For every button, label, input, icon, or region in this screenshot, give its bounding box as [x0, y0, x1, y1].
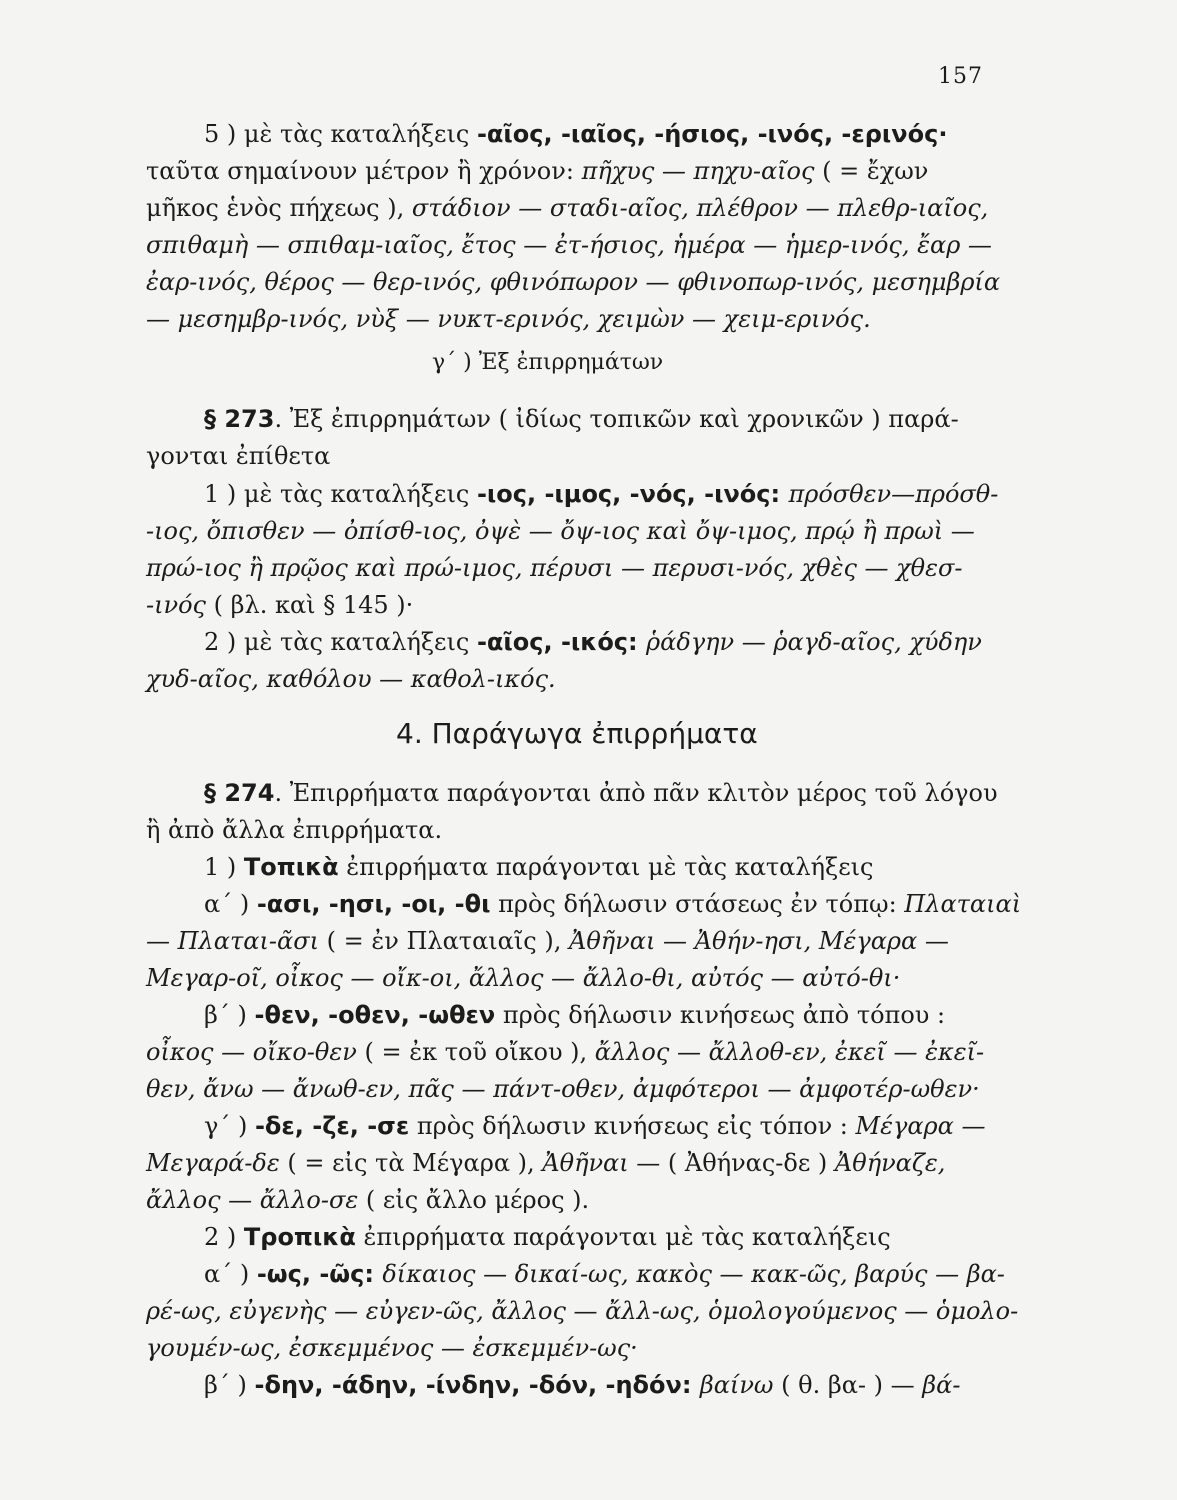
italic-example: πρώ-ιος ἢ πρῷος καὶ πρώ-ιμος, πέρυσι — περυσι-νός, χθὲς — χθεσ- — [146, 554, 963, 582]
body-text: β΄ ) — [204, 1001, 255, 1029]
suffix-list: -ιος, -ιμος, -νός, -ινός: — [476, 480, 789, 508]
body-text: πρὸς δήλωσιν κινήσεως ἀπὸ τόπου : — [495, 1001, 946, 1029]
body-text: . Ἐξ ἐπιρρημάτων ( ἰδίως τοπικῶν καὶ χρονικῶν ) παρά- — [274, 405, 959, 433]
italic-example: Ἀθήναζε, — [834, 1149, 946, 1177]
body-text: ( βλ. καὶ § 145 )· — [206, 591, 414, 619]
section-heading-derived-adverbs: 4. Παράγωγα ἐπιρρήματα — [396, 717, 758, 750]
italic-example: — μεσημβρ-ινός, νὺξ — νυκτ-ερινός, χειμὼν — χειμ-ερινός. — [146, 305, 871, 333]
italic-example: ἐαρ-ινός, θέρος — θερ-ινός, φθινόπωρον — φθινοπωρ-ινός, μεσημβρία — [146, 268, 1001, 296]
body-text: ( = ἔχων — [814, 157, 929, 185]
text-line — [146, 267, 1000, 297]
italic-example: — Πλαται-ᾶσι — [146, 927, 319, 955]
body-text: ἐπιρρήματα παράγονται μὲ τὰς καταλήξεις — [355, 1223, 891, 1251]
italic-example: ἄλλος — ἄλλοθ-εν, ἐκεῖ — ἐκεῖ- — [594, 1038, 985, 1066]
text-line — [146, 664, 556, 694]
text-line — [146, 193, 988, 223]
text-line — [204, 889, 1021, 919]
italic-example: θεν, ἄνω — ἄνωθ-εν, πᾶς — πάντ-οθεν, ἀμφότεροι — ἀμφοτέρ-ωθεν· — [146, 1075, 980, 1103]
text-line — [204, 1259, 1005, 1289]
italic-example: Μέγαρα — — [855, 1112, 986, 1140]
text-line — [146, 1333, 638, 1363]
italic-example: βαίνω — [699, 1371, 774, 1399]
body-text: α΄ ) — [204, 890, 257, 918]
italic-example: -ιος, ὄπισθεν — ὀπίσθ-ιος, ὀψὲ — ὄψ-ιος καὶ ὄψ-ιμος, πρῴ ἢ πρωὶ — — [146, 517, 975, 545]
italic-example: Πλαταιαὶ — [904, 890, 1022, 918]
suffix-list: -ως, -ῶς: — [256, 1260, 383, 1288]
italic-example: οἶκος — οἴκο-θεν — [146, 1038, 357, 1066]
italic-example: γουμέν-ως, ἐσκεμμένος — ἐσκεμμέν-ως· — [146, 1334, 638, 1362]
body-text: ἐπιρρήματα παράγονται μὲ τὰς καταλήξεις — [338, 853, 874, 881]
italic-example: ῥάδγην — ῥαγδ-αῖος, χύδην — [646, 628, 982, 656]
body-text: ( θ. βα- ) — — [773, 1371, 923, 1399]
body-text: μῆκος ἑνὸς πήχεως ), — [146, 194, 412, 222]
paragraph-273-line — [204, 404, 959, 434]
text-line — [146, 815, 442, 845]
text-line — [146, 1296, 1018, 1326]
suffix-list: Τροπικὰ — [243, 1223, 356, 1251]
italic-example: βά- — [922, 1371, 961, 1399]
italic-example: Μεγαρά-δε — [146, 1149, 280, 1177]
page-number: 157 — [938, 64, 983, 89]
text-line — [146, 926, 949, 956]
body-text: α΄ ) — [204, 1260, 257, 1288]
text-line — [146, 230, 992, 260]
suffix-list: -αῖος, -ικός: — [476, 628, 646, 656]
suffix-list: -θεν, -οθεν, -ωθεν — [254, 1001, 496, 1029]
italic-example: Μεγαρ-οῖ, οἶκος — οἴκ-οι, ἄλλος — ἄλλο-θι, αὐτός — αὐτό-θι· — [146, 964, 901, 992]
body-text: πρὸς δήλωσιν στάσεως ἐν τόπῳ: — [490, 890, 905, 918]
body-text: ( = εἰς τὰ Μέγαρα ), — [279, 1149, 543, 1177]
italic-example: χυδ-αῖος, καθόλου — καθολ-ικός. — [146, 665, 556, 693]
body-text: ταῦτα σημαίνουν μέτρον ἢ χρόνον: — [146, 157, 582, 185]
text-line — [204, 627, 982, 657]
paragraph-number: § 274 — [204, 779, 275, 807]
body-text: γονται ἐπίθετα — [146, 442, 331, 470]
body-text: ( = ἐν Πλαταιαῖς ), — [318, 927, 569, 955]
italic-example: στάδιον — σταδι-αῖος, πλέθρον — πλεθρ-ιαῖος, — [411, 194, 989, 222]
text-line — [204, 119, 947, 149]
text-line — [146, 1185, 589, 1215]
suffix-list: Τοπικὰ — [243, 853, 339, 881]
italic-example: δίκαιος — δικαί-ως, κακὸς — κακ-ῶς, βαρύς — βα- — [382, 1260, 1005, 1288]
text-line — [146, 516, 975, 546]
text-line — [146, 553, 963, 583]
text-line — [146, 1148, 945, 1178]
text-line — [146, 304, 871, 334]
text-line — [204, 479, 998, 509]
italic-example: ρέ-ως, εὐγενὴς — εὐγεν-ῶς, ἄλλος — ἄλλ-ως, ὁμολογούμενος — ὁμολο- — [146, 1297, 1019, 1325]
text-line — [204, 852, 873, 882]
body-text: 5 ) μὲ τὰς καταλήξεις — [204, 120, 477, 148]
text-line — [204, 1111, 985, 1141]
body-text: γ΄ ) — [204, 1112, 255, 1140]
body-text: β΄ ) — [204, 1371, 255, 1399]
suffix-list: -αῖος, -ιαῖος, -ήσιος, -ινός, -ερινός· — [476, 120, 948, 148]
body-text: ( εἰς ἄλλο μέρος ). — [358, 1186, 590, 1214]
text-line — [204, 1222, 891, 1252]
italic-example: πρόσθεν—πρόσθ- — [788, 480, 999, 508]
body-text: — ( Ἀθήνας-δε ) — [628, 1149, 835, 1177]
text-line — [204, 1370, 960, 1400]
suffix-list: -δε, -ζε, -σε — [254, 1112, 410, 1140]
text-line — [146, 156, 928, 186]
italic-example: πῆχυς — πηχυ-αῖος — [581, 157, 815, 185]
section-heading-from-adverbs: γ΄ ) Ἐξ ἐπιρρημάτων — [432, 350, 664, 375]
body-text: ( = ἐκ τοῦ οἴκου ), — [356, 1038, 595, 1066]
italic-example: Ἀθῆναι — [542, 1149, 629, 1177]
text-line — [146, 963, 900, 993]
italic-example: ἄλλος — ἄλλο-σε — [146, 1186, 359, 1214]
body-text: πρὸς δήλωσιν κινήσεως εἰς τόπον : — [409, 1112, 856, 1140]
body-text: 2 ) — [204, 1223, 244, 1251]
text-line — [146, 1074, 980, 1104]
body-text: 1 ) — [204, 853, 244, 881]
body-text: . Ἐπιρρήματα παράγονται ἀπὸ πᾶν κλιτὸν μέρος τοῦ λόγου — [274, 779, 998, 807]
text-line — [146, 590, 413, 620]
body-text: 1 ) μὲ τὰς καταλήξεις — [204, 480, 477, 508]
suffix-list: -δην, -άδην, -ίνδην, -δόν, -ηδόν: — [254, 1371, 700, 1399]
paragraph-number: § 273 — [204, 405, 275, 433]
text-line — [204, 1000, 945, 1030]
body-text: ἢ ἀπὸ ἄλλα ἐπιρρήματα. — [146, 816, 443, 844]
paragraph-274-line — [204, 778, 998, 808]
suffix-list: -ασι, -ησι, -οι, -θι — [256, 890, 491, 918]
italic-example: Ἀθῆναι — Ἀθήν-ησι, Μέγαρα — — [569, 927, 949, 955]
text-line — [146, 1037, 984, 1067]
italic-example: σπιθαμὴ — σπιθαμ-ιαῖος, ἔτος — ἐτ-ήσιος, ἡμέρα — ἡμερ-ινός, ἔαρ — — [146, 231, 992, 259]
italic-example: -ινός — [146, 591, 206, 619]
text-line — [146, 441, 330, 471]
body-text: 2 ) μὲ τὰς καταλήξεις — [204, 628, 477, 656]
